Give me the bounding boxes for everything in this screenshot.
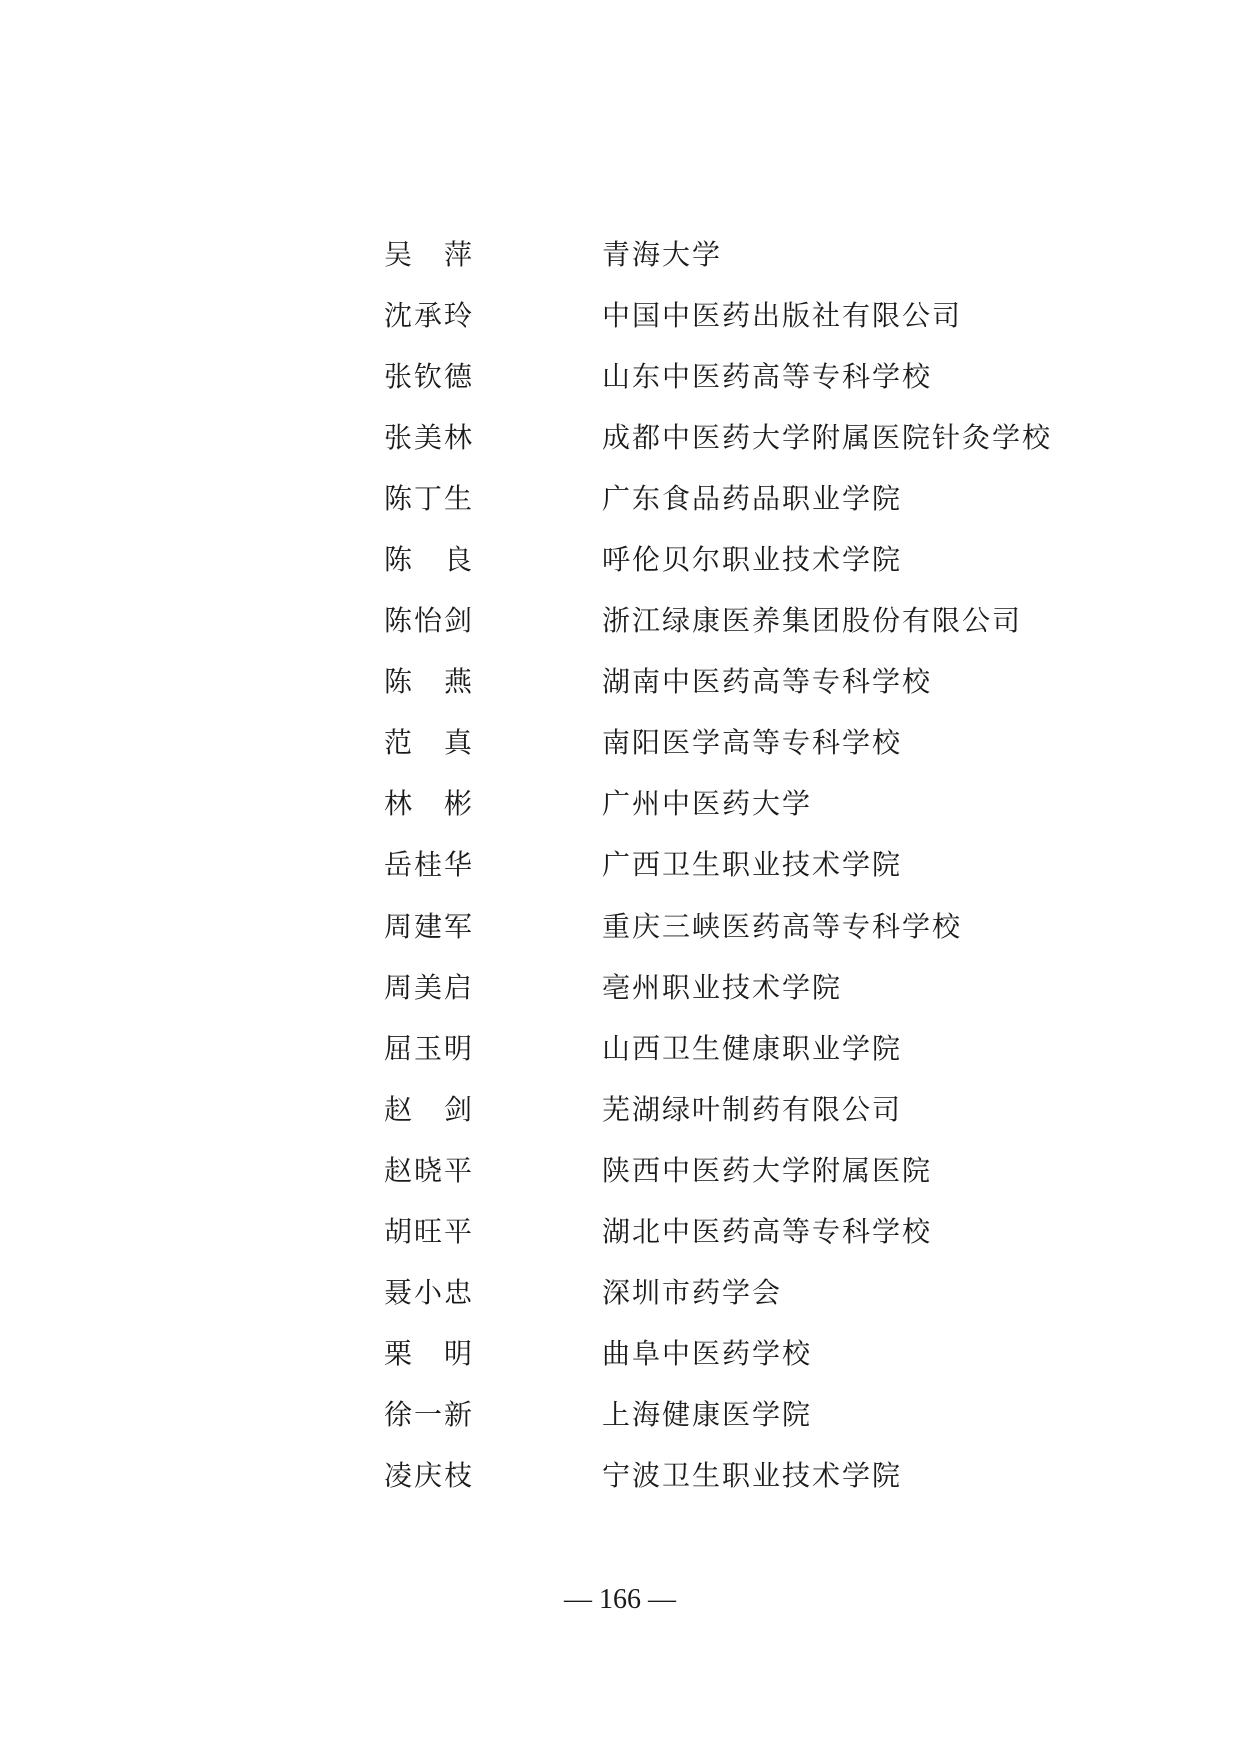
list-item [384, 1138, 1084, 1199]
member-organization: 呼伦贝尔职业技术学院 [602, 543, 903, 577]
member-name: 范 真 [384, 726, 475, 760]
member-name: 吴 萍 [384, 237, 475, 271]
member-organization: 湖北中医药高等专科学校 [602, 1215, 933, 1249]
page-number: — 166 — [564, 1584, 676, 1615]
member-name: 屈玉明 [384, 1031, 475, 1065]
member-name: 徐一新 [384, 1398, 475, 1432]
list-item [384, 466, 1084, 527]
member-name: 赵晓平 [384, 1153, 475, 1187]
member-name: 沈承玲 [384, 298, 475, 332]
list-item [384, 527, 1084, 588]
member-organization: 广东食品药品职业学院 [602, 481, 903, 515]
member-organization: 深圳市药学会 [602, 1276, 783, 1310]
member-name: 陈丁生 [384, 481, 475, 515]
member-name: 陈怡剑 [384, 604, 475, 638]
member-name: 赵 剑 [384, 1092, 475, 1126]
list-item [384, 405, 1084, 466]
member-organization: 陕西中医药大学附属医院 [602, 1153, 933, 1187]
member-name: 陈 良 [384, 543, 475, 577]
member-name: 林 彬 [384, 787, 475, 821]
member-organization: 重庆三峡医药高等专科学校 [602, 909, 963, 943]
list-item [384, 711, 1084, 772]
list-item [384, 1322, 1084, 1383]
member-list [384, 222, 1084, 1505]
member-organization: 亳州职业技术学院 [602, 970, 843, 1004]
list-item [384, 344, 1084, 405]
member-organization: 浙江绿康医养集团股份有限公司 [602, 604, 1023, 638]
member-organization: 山西卫生健康职业学院 [602, 1031, 903, 1065]
list-item [384, 1383, 1084, 1444]
member-organization: 宁波卫生职业技术学院 [602, 1459, 903, 1493]
member-organization: 湖南中医药高等专科学校 [602, 665, 933, 699]
list-item [384, 222, 1084, 283]
member-name: 陈 燕 [384, 665, 475, 699]
list-item [384, 772, 1084, 833]
member-name: 张美林 [384, 420, 475, 454]
member-organization: 山东中医药高等专科学校 [602, 359, 933, 393]
list-item [384, 833, 1084, 894]
member-organization: 上海健康医学院 [602, 1398, 813, 1432]
member-organization: 青海大学 [602, 237, 723, 271]
member-organization: 中国中医药出版社有限公司 [602, 298, 963, 332]
member-name: 周建军 [384, 909, 475, 943]
list-item [384, 283, 1084, 344]
member-organization: 广西卫生职业技术学院 [602, 848, 903, 882]
member-organization: 曲阜中医药学校 [602, 1337, 813, 1371]
member-name: 栗 明 [384, 1337, 475, 1371]
member-name: 周美启 [384, 970, 475, 1004]
member-organization: 南阳医学高等专科学校 [602, 726, 903, 760]
member-name: 聂小忠 [384, 1276, 475, 1310]
member-name: 凌庆枝 [384, 1459, 475, 1493]
list-item [384, 650, 1084, 711]
member-organization: 广州中医药大学 [602, 787, 813, 821]
member-organization: 芜湖绿叶制药有限公司 [602, 1092, 903, 1126]
list-item [384, 894, 1084, 955]
list-item [384, 1261, 1084, 1322]
member-name: 胡旺平 [384, 1215, 475, 1249]
list-item [384, 1077, 1084, 1138]
member-organization: 成都中医药大学附属医院针灸学校 [602, 420, 1053, 454]
member-name: 岳桂华 [384, 848, 475, 882]
list-item [384, 1444, 1084, 1505]
list-item [384, 1016, 1084, 1077]
list-item [384, 1200, 1084, 1261]
member-name: 张钦德 [384, 359, 475, 393]
list-item [384, 955, 1084, 1016]
list-item [384, 589, 1084, 650]
